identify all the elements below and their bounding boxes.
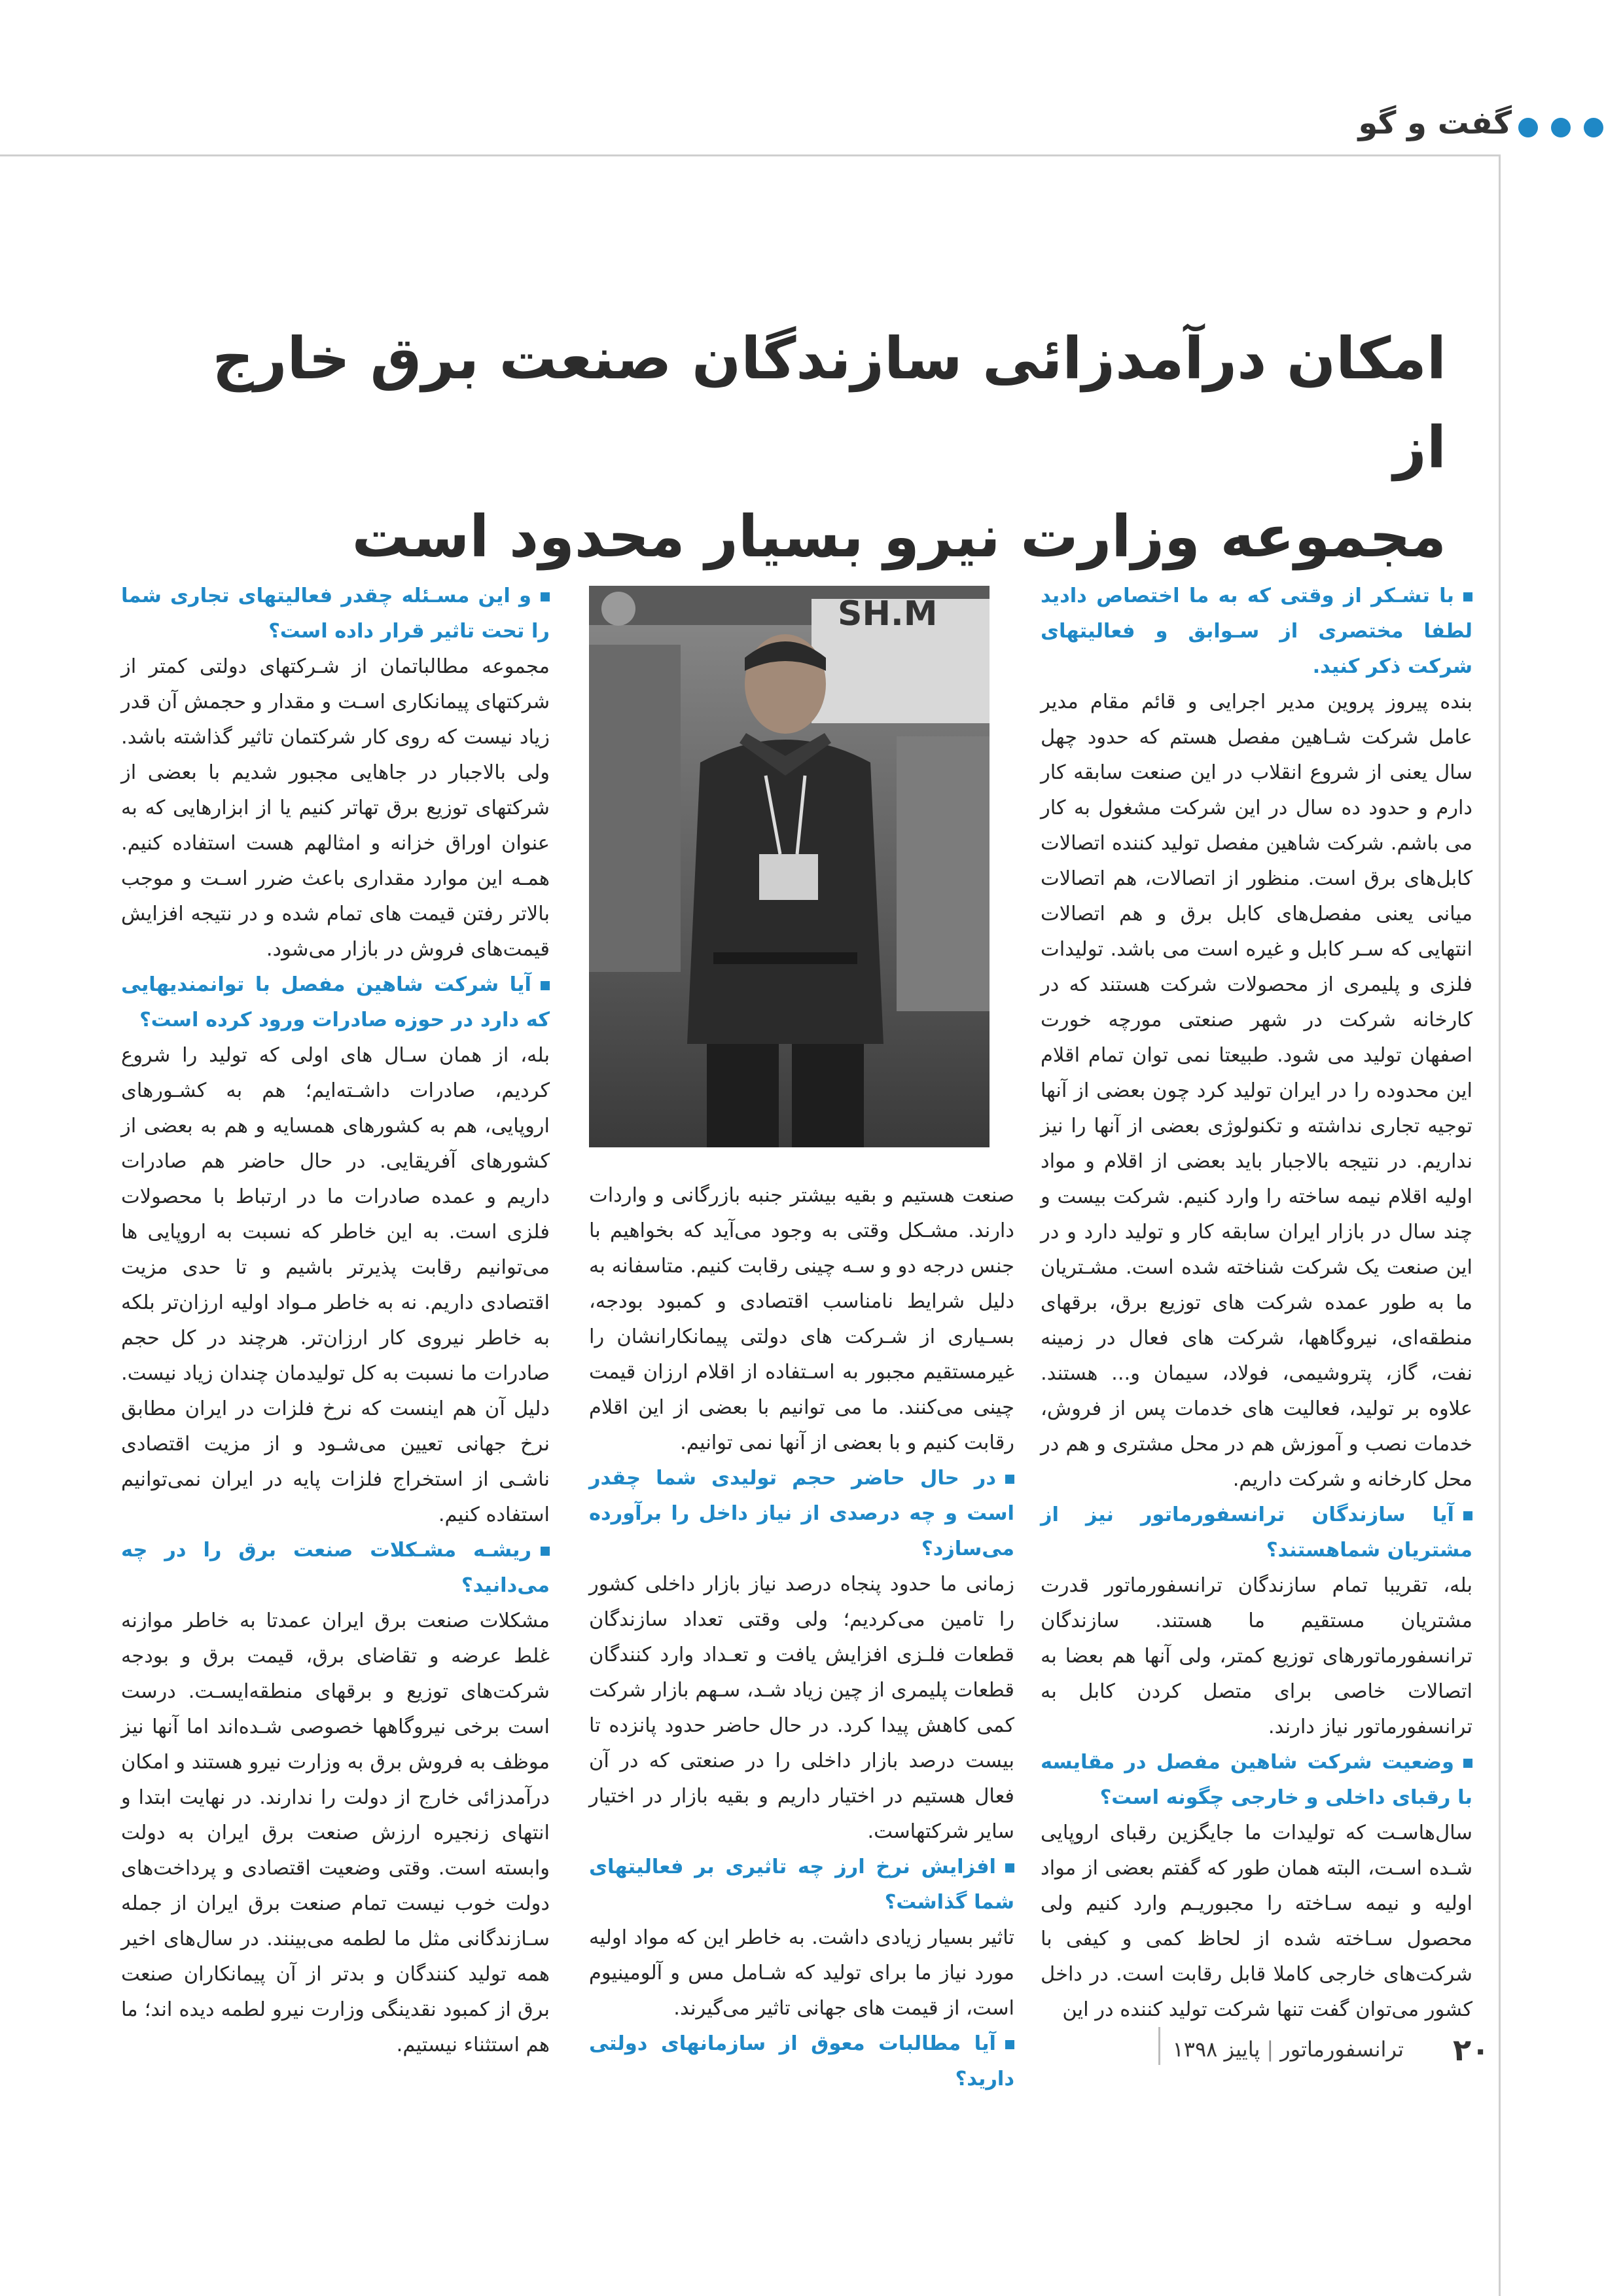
answer-paragraph: تاثیر بسیار زیادی داشت. به خاطر این که مواد اولیه مورد نیاز ما برای تولید که شـامل مس و آلومینیوم است، از قیمت های جهانی تاثیر می‌گیرند. <box>589 1926 1014 2020</box>
footer-magazine <box>946 2037 1404 2062</box>
article-title <box>203 314 1446 581</box>
question-heading: آیا شرکت شاهین مفصل با توانمندیهایی که دارد در حوزه صادرات ورود کرده است؟ <box>121 973 550 1031</box>
question-heading: وضعیت شرکت شاهین مفصل در مقایسه با رقبای داخلی و خارجی چگونه است؟ <box>1041 1751 1472 1809</box>
column-left <box>121 579 550 2063</box>
question-heading: و این مسـئله چقدر فعالیتهای تجاری شما را تحت تاثیر قرار داده است؟ <box>121 584 550 643</box>
answer-paragraph: مشکلات صنعت برق ایران عمدتا به خاطر موازنه غلط عرضه و تقاضای برق، قیمت برق و بودجه شرکت‌های توزیع و برقهای منطقه‌ایسـت. درست است برخی نیروگاهها خصوصی شـده‌اند اما آنها نیز موظف به فروش برق به وزارت نیرو هستند و امکان درآمدزائی خارج از دولت را ندارند. در نهایت ابتدا و انتهای زنجیره ارزش صنعت برق ایران به دولت وابسته است. وقتی وضعیت اقتصادی و پرداخت‌های دولت خوب نیست تمام صنعت برق ایران از جمله سـازندگانی مثل ما لطمه می‌بینند. در سال‌های اخیر همه تولید کنندگان و بدتر از آن پیمانکاران صنعت برق از کمبود نقدینگی وزارت نیرو لطمه دیده اند؛ ما هم استثناء نیستیم. <box>121 1609 550 2056</box>
dot-icon <box>1551 118 1571 137</box>
section-dots <box>1518 115 1610 141</box>
answer-paragraph: بنده پیروز پروین مدیر اجرایی و قائم مقام مدیر عامل شرکت شـاهین مفصل هستم که حدود چهل سال یعنی از شروع انقلاب در این صنعت سابقه کار دارم و حدود ده سال در این شرکت مشغول به کار می باشم. شرکت شاهین مفصل تولید کننده اتصالات کابل‌های برق است. منظور از اتصالات، هم اتصالات میانی یعنی مفصل‌های کابل برق و هم اتصالات انتهایی که سـر کابل و غیره است می باشد. تولیدات فلزی و پلیمری از محصولات شرکت هستند که در کارخانه شرکت در شهر صنعتی مورچه خورت اصفهان تولید می شود. طبیعتا نمی توان تمام اقلام این محدوده را در ایران تولید کرد چون بعضی از آنها توجیه تجاری نداشته و تکنولوژی بعضی از آنها را نیز نداریم. در نتیجه بالاجبار باید بعضی از اقلام و مواد اولیه اقلام نیمه ساخته را وارد کنیم. شرکت بیست و چند سال در بازار ایران سابقه کار و تولید دارد و در این صنعت یک شرکت شناخته شده است. مشـتریان ما به طور عمده شرکت های توزیع برق، برقهای منطقه‌ای، نیروگاهها، شرکت های فعال در زمینه نفت، گاز، پتروشیمی، فولاد، سیمان و... هستند. علاوه بر تولید، فعالیت های خدمات پس از فروش، خدمات نصب و آموزش هم در محل مشتری و هم در محل کارخانه و شرکت داریم. <box>1041 691 1472 1491</box>
dot-icon <box>1584 118 1603 137</box>
question-heading: آیا مطالبات معوق از سازمانهای دولتی دارید؟ <box>589 2032 1014 2090</box>
footer-separator: | <box>1266 2037 1274 2062</box>
margin-rule <box>1499 154 1501 2296</box>
column-right <box>1041 579 1472 2028</box>
section-label: گفت و گو <box>1358 105 1512 141</box>
answer-paragraph: بله، تقریبا تمام سازندگان ترانسفورماتور قدرت مشتریان مستقیم ما هستند. سازندگان ترانسفورماتورهای توزیع کمتر، ولی آنها هم بعضا به اتصالات خاصی برای متصل کردن کابل به ترانسفورماتور نیاز دارند. <box>1041 1574 1472 1738</box>
question-heading: با تشـکر از وقتی که به ما اختصاص دادید لطفا مختصری از سـوابق و فعالیتهای شرکت ذکر کنید. <box>1041 584 1472 678</box>
question-heading: در حال حاضر حجم تولیدی شما چقدر است و چه درصدی از نیاز داخل را برآورده می‌سازد؟ <box>589 1467 1014 1560</box>
square-bullet-icon <box>1463 1759 1472 1768</box>
title-line-1: امکان درآمدزائی سازندگان صنعت برق خارج از <box>212 325 1446 481</box>
square-bullet-icon <box>541 981 550 990</box>
banner-text: SH.M <box>838 594 938 634</box>
magazine-name: ترانسفورماتور <box>1280 2037 1404 2062</box>
answer-paragraph: بله، از همان سـال های اولی که تولید را شروع کردیم، صادرات داشـته‌ایم؛ هم به کشـورهای اروپایی، هم به کشورهای همسایه و هم به بعضی از کشورهای آفریقایی. در حال حاضر هم صادرات داریم و عمده صادرات ما در ارتباط با محصولات فلزی است. به این خاطر که نسبت به اروپایی ها می‌توانیم رقابت پذیرتر باشیم و تا حدی مزیت اقتصادی داریم. نه به خاطر مـواد اولیه ارزان‌تر بلکه به خاطر نیروی کار ارزان‌تر. هرچند در کل حجم صادرات ما نسبت به کل تولیدمان چندان زیاد نیست. دلیل آن هم اینست که نرخ فلزات در ایران مطابق نرخ جهانی تعیین می‌شـود و از مزیت اقتصادی ناشـی از استخراج فلزات پایه در ایران نمی‌توانیم استفاده کنیم. <box>121 1044 550 1526</box>
answer-paragraph: سال‌هاسـت که تولیدات ما جایگزین رقبای اروپایی شـده اسـت، البته همان طور که گفتم بعضی از مواد اولیه و نیمه سـاخته را مجبوریـم وارد کنیم ولی محصول سـاخته شده از لحاظ کمی و کیفی با شرکت‌های خارجی کاملا قابل رقابت است. در داخل کشور می‌توان گفت تنها شرکت تولید کننده در این <box>1041 1821 1472 2021</box>
column-middle <box>589 1178 1014 2097</box>
question-heading: آیا سازندگان ترانسفورماتور نیز از مشتریان شماهستند؟ <box>1041 1503 1472 1562</box>
portrait-image <box>589 586 990 1147</box>
interview-photo <box>589 586 990 1147</box>
answer-paragraph: زمانی ما حدود پنجاه درصد نیاز بازار داخلی کشور را تامین می‌کردیم؛ ولی وقتی تعداد سازندگان قطعات فلـزی افزایش یافت و تعـداد وارد کنندگان قطعات پلیمری از چین زیاد شـد، سـهم بازار شرکت کمی کاهش پیدا کرد. در حال حاضر حدود پانزده تا بیست درصد بازار داخلی را در صنعتی که در آن فعال هستیم در اختیار داریم و بقیه بازار در اختیار سایر شرکتهاست. <box>589 1573 1014 1843</box>
square-bullet-icon <box>1463 592 1472 601</box>
question-heading: ریشـه مشـکلات صنعت برق را در چه می‌دانید؟ <box>121 1539 550 1597</box>
square-bullet-icon <box>1463 1511 1472 1520</box>
square-bullet-icon <box>541 592 550 601</box>
square-bullet-icon <box>541 1547 550 1556</box>
dot-icon <box>1518 118 1538 137</box>
question-heading: افزایش نرخ ارز چه تاثیری بر فعالیتهای شما گذاشت؟ <box>589 1856 1014 1914</box>
header-rule <box>0 154 1499 156</box>
square-bullet-icon <box>1005 1863 1014 1873</box>
square-bullet-icon <box>1005 1475 1014 1484</box>
answer-paragraph: صنعت هستیم و بقیه بیشتر جنبه بازرگانی و واردات دارند. مشـکل وقتی به وجود می‌آید که بخواهیم با جنس درجه دو و سـه چینی رقابت کنیم. متاسفانه به دلیل شرایط نامناسب اقتصادی و کمبود بودجه، بسـیاری از شـرکت های دولتی پیمانکارانشان را غیرمستقیم مجبور به اسـتفاده از اقلام ارزان قیمت چینی می‌کنند. ما می توانیم با بعضی از این اقلام رقابت کنیم و با بعضی از آنها نمی توانیم. <box>589 1184 1014 1454</box>
answer-paragraph: مجموعه مطالباتمان از شـرکتهای دولتی کمتر از شرکتهای پیمانکاری اسـت و مقدار و حجمش آن قدر زیاد نیست که روی کار شرکتمان تاثیر گذاشته باشد. ولی بالاجبار در جاهایی مجبور شدیم با بعضی از شرکتهای توزیع برق تهاتر کنیم یا از ابزارهایی که به عنوان اوراق خزانه و امثالهم هست استفاده کنیم. همـه این موارد مقداری باعث ضرر اسـت و موجب بالاتر رفتن قیمت های تمام شده و در نتیجه افزایش قیمت‌های فروش در بازار می‌شود. <box>121 655 550 961</box>
page-number: ۲۰ <box>1453 2032 1490 2068</box>
title-line-2: مجموعه وزارت نیرو بسیار محدود است <box>351 503 1446 570</box>
issue-date: پاییز ۱۳۹۸ <box>1172 2037 1260 2062</box>
